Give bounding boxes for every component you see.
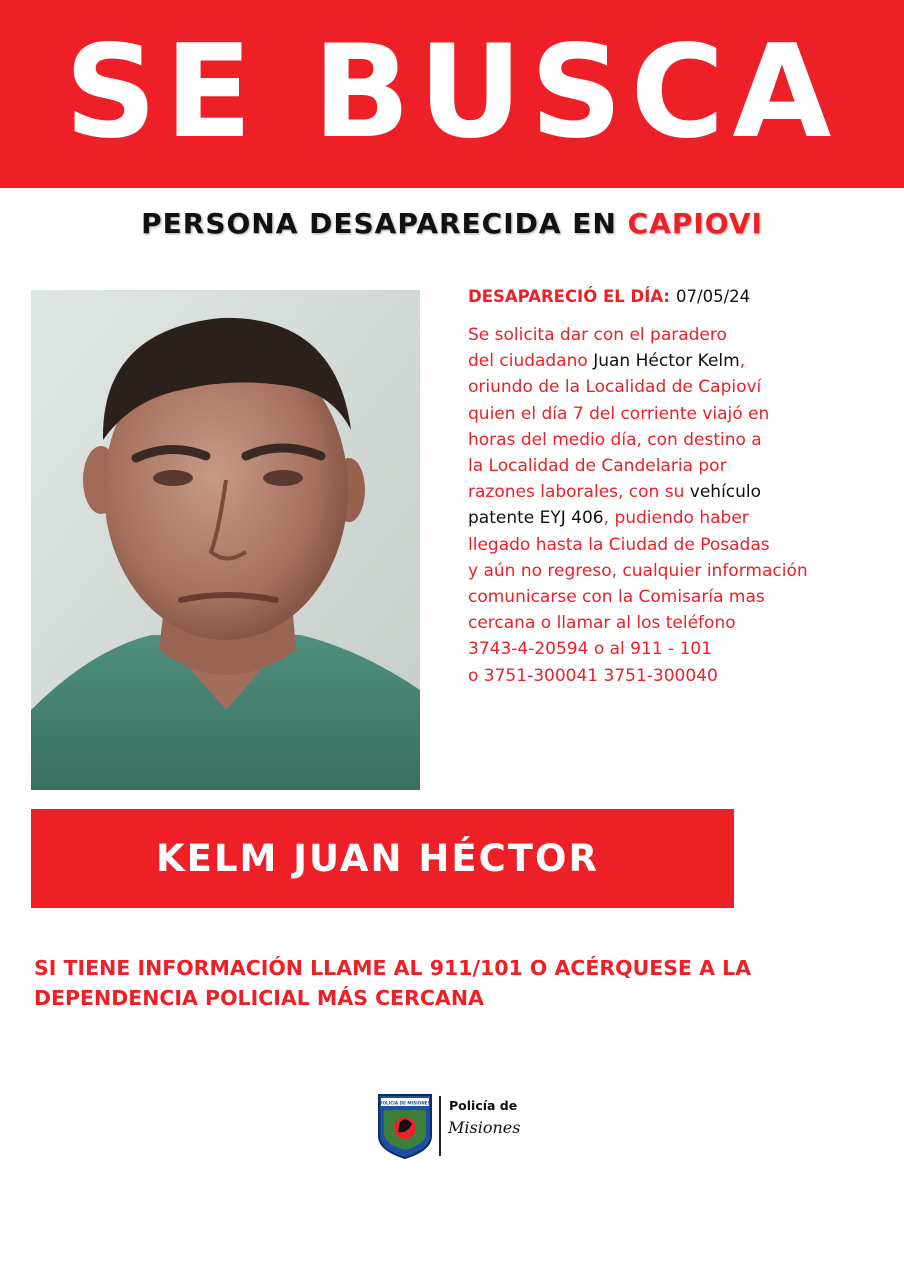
logo-title: Policía de [449,1098,518,1113]
date-label: DESAPARECIÓ EL DÍA: [468,287,671,306]
disappearance-date-line [468,284,888,310]
details-panel [468,284,888,689]
description-text [468,322,888,689]
vehicle-plate: vehículo patente EYJ 406 [468,482,762,529]
person-name: KELM JUAN HÉCTOR [156,837,599,880]
subheadline [0,204,904,244]
description-part-2: , oriundo de la Localidad de Capioví quien el día 7 del corriente viajó en horas del medio día, con destino a la Localidad de Candelaria por razones laborales, con su [468,351,770,503]
person-photo [31,290,420,790]
svg-text:POLICIA DE MISIONES: POLICIA DE MISIONES [379,1100,431,1106]
call-to-action: SI TIENE INFORMACIÓN LLAME AL 911/101 O ACÉRQUESE A LA DEPENDENCIA POLICIAL MÁS CERCANA [34,956,752,1010]
date-value: 07/05/24 [676,287,751,306]
top-banner [0,0,904,188]
subheadline-prefix: PERSONA DESAPARECIDA EN [141,207,628,240]
logo-divider [439,1096,441,1156]
description-part-3: , pudiendo haber llegado hasta la Ciudad de Posadas y aún no regreso, cualquier información comunicarse con la Comisaría mas cercana o llamar al los teléfono 3743-4-20594 o al 911 - 101 o 3751-300041 3751-300040 [468,508,808,686]
description-part-1: Se solicita dar con el paradero del ciudadano [468,325,727,372]
police-logo [376,1092,546,1162]
headline: SE BUSCA [64,18,840,167]
shield-icon [376,1092,434,1160]
subheadline-place: CAPIOVI [627,207,763,240]
name-banner [31,809,734,908]
logo-script: Misiones [448,1118,521,1137]
person-name-inline: Juan Héctor Kelm [593,351,740,372]
